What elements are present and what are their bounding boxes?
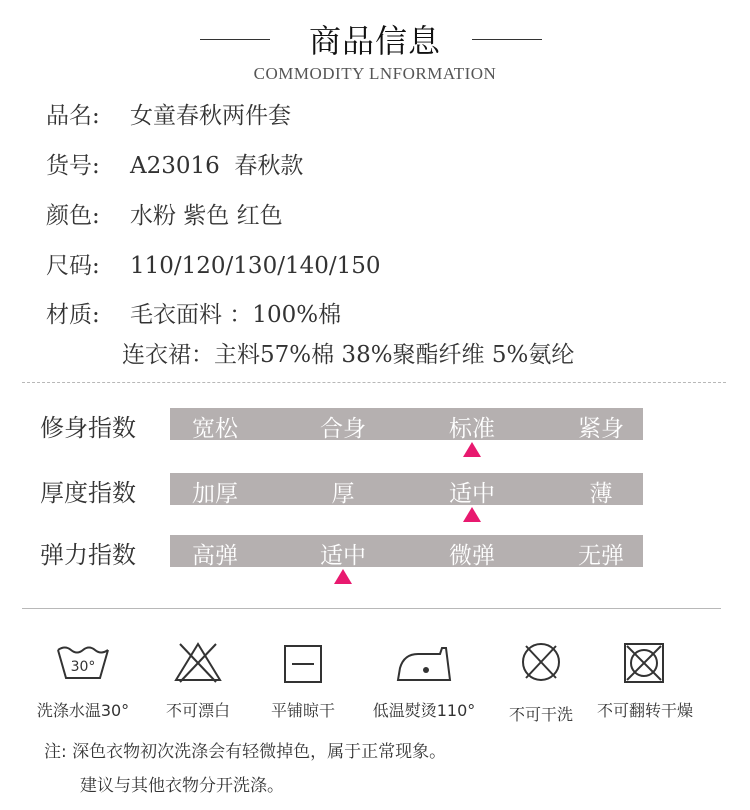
info-color-label: 颜色: [46, 203, 100, 229]
index-stretch-option: 高弹 [192, 543, 238, 569]
care-low-iron [364, 640, 484, 720]
index-fit-marker [463, 442, 481, 457]
no-tumble-dry-icon [615, 640, 675, 684]
info-material-label: 材质: [46, 302, 100, 328]
info-material-value2: 连衣裙：主料57%棉 38%聚酯纤维 5%氨纶 [122, 342, 575, 368]
index-fit-option: 宽松 [192, 416, 238, 442]
page-subtitle: COMMODITY LNFORMATION [253, 64, 497, 83]
info-name-value: 女童春秋两件套 [130, 103, 291, 129]
info-size-label: 尺码: [46, 253, 100, 279]
index-stretch-option: 适中 [320, 543, 366, 569]
index-fit [40, 408, 650, 442]
page-title: 商品信息 [308, 22, 441, 60]
index-stretch-bar [170, 535, 643, 567]
index-fit-bar [170, 408, 643, 440]
index-thickness-marker [463, 507, 481, 522]
index-fit-option: 合身 [320, 416, 366, 442]
index-stretch-option: 无弹 [578, 543, 624, 569]
section-divider-dashed [22, 382, 726, 383]
svg-text:30°: 30° [70, 659, 96, 675]
care-no-tumble-dry-label: 不可翻转干燥 [596, 701, 693, 720]
note-line-2: 建议与其他衣物分开洗涤。 [80, 776, 284, 796]
index-fit-label: 修身指数 [40, 414, 136, 442]
info-size-value: 110/120/130/140/150 [130, 253, 381, 279]
info-sku [46, 147, 303, 180]
title-right-line [472, 39, 542, 40]
index-fit-option: 标准 [449, 416, 495, 442]
care-no-bleach-label: 不可漂白 [165, 701, 230, 720]
care-flat-dry [243, 640, 363, 720]
index-stretch [40, 535, 650, 569]
care-low-iron-label: 低温熨烫110° [372, 701, 476, 720]
index-fit-option: 紧身 [578, 416, 624, 442]
note-line-1: 注: 深色衣物初次洗涤会有轻微掉色，属于正常现象。 [44, 742, 447, 762]
info-sku-label: 货号: [46, 153, 100, 179]
care-flat-dry-label: 平铺晾干 [270, 701, 335, 720]
index-stretch-option: 微弹 [449, 543, 495, 569]
no-dry-clean-icon [511, 640, 571, 684]
index-thickness-option: 薄 [589, 481, 613, 507]
index-thickness-bar [170, 473, 643, 505]
section-divider-solid [22, 608, 721, 609]
care-wash [23, 640, 143, 720]
care-no-bleach [138, 640, 258, 720]
info-name [46, 97, 291, 130]
index-thickness-option: 适中 [449, 481, 495, 507]
care-no-dry-clean [481, 640, 601, 724]
wash-30-icon [53, 640, 113, 684]
info-material-value: 毛衣面料 ：100%棉 [130, 302, 342, 328]
info-color [46, 197, 283, 230]
index-thickness-label: 厚度指数 [40, 479, 136, 507]
care-wash-label: 洗涤水温30° [36, 701, 130, 720]
index-thickness-option: 加厚 [192, 481, 238, 507]
header [0, 12, 750, 62]
care-no-tumble-dry [585, 640, 705, 720]
info-sku-value: A23016 春秋款 [130, 153, 304, 179]
index-stretch-label: 弹力指数 [40, 541, 136, 569]
low-iron-icon [394, 640, 454, 684]
index-stretch-marker [334, 569, 352, 584]
index-thickness [40, 473, 650, 507]
flat-dry-icon [273, 640, 333, 684]
info-color-value: 水粉 紫色 红色 [130, 203, 283, 229]
index-thickness-option: 厚 [331, 481, 355, 507]
info-material [46, 296, 341, 329]
care-no-dry-clean-label: 不可干洗 [508, 705, 573, 724]
info-name-label: 品名: [46, 103, 100, 129]
info-size [46, 247, 381, 280]
no-bleach-icon [168, 640, 228, 684]
